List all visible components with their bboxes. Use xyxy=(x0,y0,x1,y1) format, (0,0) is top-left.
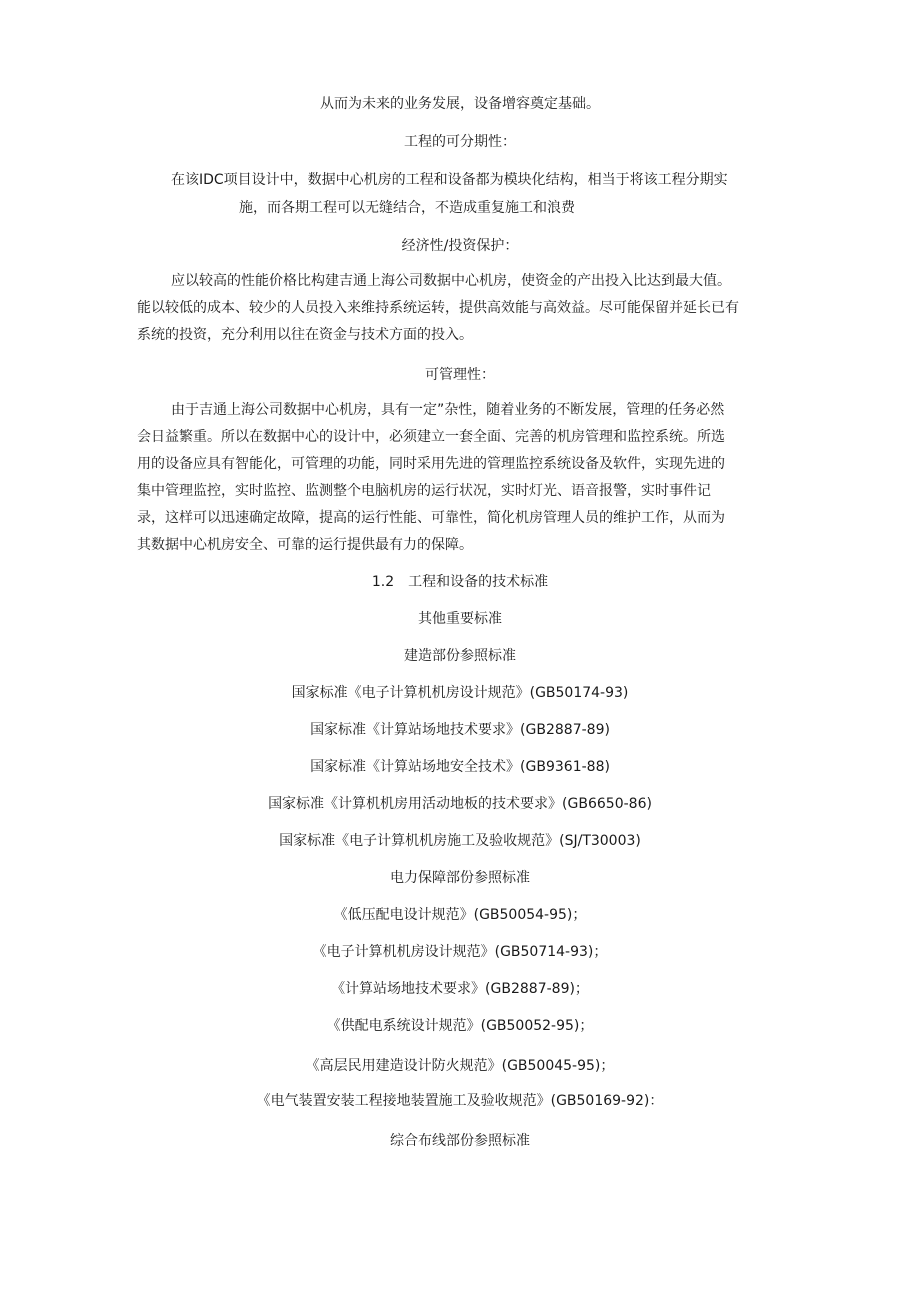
text-line: 集中管理监控，实时监控、监测整个电脑机房的运行状况，实时灯光、语音报警，实时事件记 xyxy=(137,483,711,499)
subheading-power: 电力保障部份参照标准 xyxy=(390,870,530,886)
paragraph-economy xyxy=(137,268,797,349)
heading-manageability: 可管理性： xyxy=(425,367,495,383)
text-line: 施，而各期工程可以无缝结合，不造成重复施工和浪费 xyxy=(239,200,575,216)
section-heading: 1.2 工程和设备的技术标准 xyxy=(371,574,549,590)
heading-economy: 经济性/投资保护： xyxy=(401,238,519,254)
subheading-other-standards: 其他重要标准 xyxy=(418,611,502,627)
text-line: 能以较低的成本、较少的人员投入来维持系统运转，提供高效能与高效益。尽可能保留并延长已有 xyxy=(137,300,739,316)
text-line: 其数据中心机房安全、可靠的运行提供最有力的保障。 xyxy=(137,537,473,553)
text-line: 用的设备应具有智能化，可管理的功能，同时采用先进的管理监控系统设备及软件，实现先进的 xyxy=(137,456,725,472)
standard-item: 《电子计算机机房设计规范》(GB50714-93)； xyxy=(312,944,608,960)
text-line: 从而为未来的业务发展，设备增容奠定基础。 xyxy=(320,96,600,112)
text-line: 录，这样可以迅速确定故障，提高的运行性能、可靠性，简化机房管理人员的维护工作，从而为 xyxy=(137,510,725,526)
standard-item: 国家标准《电子计算机机房设计规范》(GB50174-93) xyxy=(291,685,629,701)
standard-item: 《计算站场地技术要求》(GB2887-89)； xyxy=(331,981,589,997)
standard-item: 国家标准《计算机机房用活动地板的技术要求》(GB6650-86) xyxy=(268,796,652,812)
subheading-construction: 建造部份参照标准 xyxy=(404,648,516,664)
paragraph-manageability xyxy=(137,397,797,559)
standard-item: 国家标准《计算站场地安全技术》(GB9361-88) xyxy=(310,759,610,775)
standard-item: 国家标准《电子计算机机房施工及验收规范》(SJ/T30003) xyxy=(279,833,641,849)
text-line: 系统的投资，充分利用以往在资金与技术方面的投入。 xyxy=(137,327,473,343)
standard-item: 国家标准《计算站场地技术要求》(GB2887-89) xyxy=(310,722,610,738)
heading-phased: 工程的可分期性： xyxy=(404,134,516,150)
standard-item: 《高层民用建造设计防火规范》(GB50045-95)； xyxy=(305,1058,615,1074)
text-line: 在该IDC项目设计中，数据中心机房的工程和设备都为模块化结构，相当于将该工程分期实 xyxy=(171,172,728,188)
standard-item: 《低压配电设计规范》(GB50054-95)； xyxy=(333,907,587,923)
subheading-cabling: 综合布线部份参照标准 xyxy=(390,1133,530,1149)
standard-item: 《电气装置安装工程接地装置施工及验收规范》(GB50169-92)： xyxy=(256,1093,664,1109)
text-line: 会日益繁重。所以在数据中心的设计中，必须建立一套全面、完善的机房管理和监控系统。所选 xyxy=(137,429,725,445)
standard-item: 《供配电系统设计规范》(GB50052-95)； xyxy=(326,1018,594,1034)
text-line: 由于吉通上海公司数据中心机房，具有一定”杂性，随着业务的不断发展，管理的任务必然 xyxy=(171,402,725,418)
text-line: 应以较高的性能价格比构建吉通上海公司数据中心机房，使资金的产出投入比达到最大值。 xyxy=(171,273,731,289)
